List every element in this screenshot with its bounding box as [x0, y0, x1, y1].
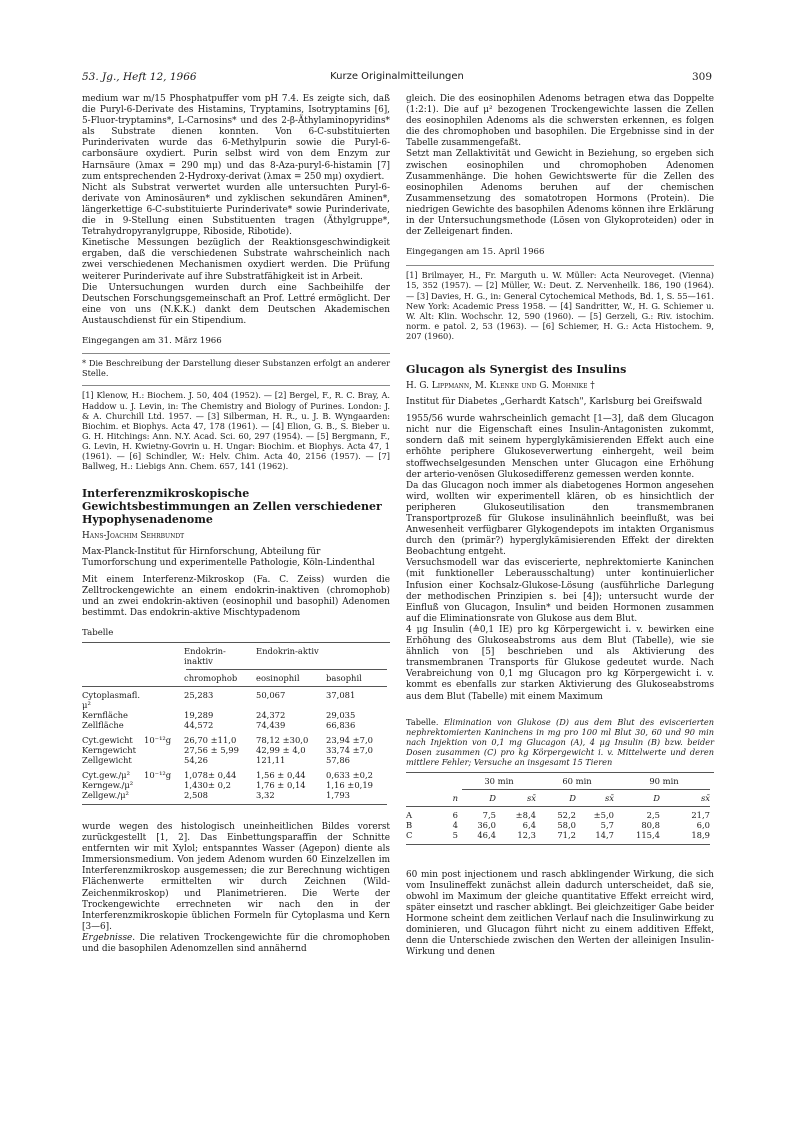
table-cell: 18,9	[691, 829, 710, 840]
table-cell: 58,0	[557, 819, 576, 830]
table-cell: 36,0	[477, 819, 496, 830]
table-cell	[144, 690, 184, 710]
table-cell: 0,633 ±0,2	[326, 769, 373, 780]
table-cell: 1,16 ±0,19	[326, 779, 373, 790]
page-number: 309	[691, 71, 712, 83]
table-cell: ±8,4	[515, 809, 536, 820]
table-row	[82, 745, 390, 755]
table-cell: B	[406, 819, 413, 830]
paragraph: gleich. Die des eosinophilen Adenoms betragen etwa das Doppelte (1:2:1). Die auf μ² bezogenen Trockengewichte lassen die Zellen des eosinophilen Adenoms als die schwersten erkennen, es folgen die des chromophoben und basophilen. Die Ergebnisse sind in der Tabelle zusammengefaßt.	[406, 94, 714, 149]
header-n: n	[452, 792, 458, 803]
header-s: sx̄	[604, 792, 614, 803]
paragraph	[82, 933, 390, 955]
table-cell: 1,078± 0,44	[184, 769, 237, 780]
table-cell: 1,56 ± 0,44	[256, 769, 306, 780]
paragraph: 60 min post injectionem und rasch abklingender Wirkung, die sich vom Insulineffekt zunächst allein dadurch unterscheidet, daß sie, obwohl im Maximum der gleiche quantitative Effekt erreicht wird, später einsetzt und rascher abklingt. Bei gleichzeitiger Gabe beider Hormone scheint dem zeitlichen Verlauf nach die Insulinwirkung zu dominieren, und Glucagon führt nicht zu einem additiven Effekt, denn die Unterschiede zwischen den Werten der alleinigen Insulin-Wirkung und denen	[406, 869, 714, 958]
table-cell: 2,508	[184, 789, 208, 800]
table-cell: Cytoplasmafl. μ²	[82, 689, 141, 710]
table-cell: 66,836	[326, 719, 356, 730]
table-cell: Kerngew./μ²	[82, 779, 134, 790]
table-cell: 6,0	[696, 819, 710, 830]
table-cell: 1,430± 0,2	[184, 779, 231, 790]
table-cell: 14,7	[595, 829, 614, 840]
table-cell: 71,2	[557, 829, 576, 840]
table-cell: 1,76 ± 0,14	[256, 779, 306, 790]
table-cell	[144, 755, 184, 765]
table-cell: 23,94 ±7,0	[326, 734, 373, 745]
header-30min: 30 min	[484, 775, 514, 786]
table-row	[82, 790, 390, 800]
table-rule	[82, 642, 390, 643]
table-row	[406, 810, 714, 820]
paragraph: Mit einem Interferenz-Mikroskop (Fa. C. Zeiss) wurden die Zelltrockengewichte an einem endokrin-inaktiven (chromophob) und an zwei endokrin-aktiven (eosinophil und basophil) Adenomen bestimmt. Das endokrin-aktive Mischtypadenom	[82, 574, 390, 618]
table-cell: 3,32	[256, 789, 275, 800]
table-cell: Zellgewicht	[82, 754, 132, 765]
table-cell: 2,5	[646, 809, 660, 820]
table-cell: 12,3	[517, 829, 536, 840]
paragraph: Die Untersuchungen wurden durch eine Sachbeihilfe der Deutschen Forschungsgemeinschaft an Prof. Lettré ermöglicht. Der eine von uns (N.K.K.) dankt dem Deutschen Akademischen Austauschdienst für ein Stipendium.	[82, 282, 390, 326]
table-cell: 46,4	[477, 829, 496, 840]
paragraph: Kinetische Messungen bezüglich der Reaktionsgeschwindigkeit ergaben, daß die verschiedenen Substrate wahrscheinlich nach zwei verschiedenen Mechanismen oxydiert werden. Die Prüfung weiterer Purinderivate auf ihre Substratfähigkeit ist in Arbeit.	[82, 238, 390, 282]
table-row	[82, 690, 390, 710]
results-lead: Ergebnisse.	[82, 932, 136, 943]
institute: Max-Planck-Institut für Hirnforschung, Abteilung für Tumorforschung und experimentelle Pathologie, Köln-Lindenthal	[82, 547, 375, 569]
table-row	[406, 820, 714, 830]
table-cell: 24,372	[256, 709, 286, 720]
header-d: D	[489, 792, 496, 803]
table-row	[82, 770, 390, 780]
table-cell: 26,70 ±11,0	[184, 734, 237, 745]
table-cell: 27,56 ± 5,99	[184, 744, 239, 755]
table-caption	[406, 717, 714, 767]
table-cell	[144, 745, 184, 755]
header-active: Endokrin-aktiv	[256, 645, 319, 656]
header-chromophob: chromophob	[184, 672, 238, 683]
results-text: Die relativen Trockengewichte für die chromophoben und die basophilen Adenomzellen sind annähernd	[82, 932, 390, 954]
paragraph: Setzt man Zellaktivität und Gewicht in Beziehung, so ergeben sich zwischen eosinophilen und chromophoben Adenomen Zusammenhänge. Die hohen Gewichtswerte für die Zellen des eosinophilen Adenoms beruhen auf der chemischen Zusammensetzung des somatotropen Hormons (Protein). Die niedrigen Gewichte des basophilen Adenoms können ihre Erklärung in der Untersuchungsmethode (Lösen von Glykoproteiden) oder in der Zelleigenart finden.	[406, 149, 714, 238]
references: [1] Klenow, H.: Biochem. J. 50, 404 (1952). — [2] Bergel, F., R. C. Bray, A. Haddow u. J. Levin, in: The Chemistry and Biology of Purines. London: J. & A. Churchill Ltd. 1957. — [3] Silberman, H. R., u. J. B. Wyngaarden: Biochim. et Biophys. Acta 47, 178 (1961). — [4] Elion, G. B., S. Bieber u. G. H. Hitchings: Ann. N.Y. Acad. Sci. 60, 297 (1954). — [5] Bergmann, F., G. Levin, H. Kwietny-Govrin u. H. Ungar: Biochim. et Biophys. Acta 47, 1 (1961). — [6] Schindler, W.: Helv. Chim. Acta 40, 2156 (1957). — [7] Ballweg, H.: Liebigs Ann. Chem. 657, 141 (1962).	[82, 385, 390, 471]
table-cell: 7,5	[482, 809, 496, 820]
table-cell: 25,283	[184, 689, 214, 700]
received-date: Eingegangen am 31. März 1966	[82, 335, 222, 346]
glucose-table	[406, 776, 714, 848]
table-cell: Kerngewicht	[82, 744, 136, 755]
article-title: Interferenzmikroskopische Gewichtsbestimmungen an Zellen verschiedener Hypophysenadenome	[82, 487, 382, 527]
table-row	[406, 830, 714, 840]
paragraph: Versuchsmodell war das eviscerierte, nephrektomierte Kaninchen (mit funktioneller Leberausschaltung) unter kontinuierlicher Infusion einer Kochsalz-Glukose-Lösung (ausführliche Darlegung der methodischen Prinzipien s. bei [4]); untersucht wurde der Einfluß von Glucagon, Insulin* und beiden Hormonen zusammen auf die Eliminationsrate von Glukose aus dem Blut.	[406, 558, 714, 624]
table-cell: 5	[452, 829, 458, 840]
table-label: Tabelle	[82, 627, 114, 638]
weights-table	[82, 646, 390, 808]
article-title: Glucagon als Synergist des Insulins	[406, 362, 627, 376]
table-cell: 42,99 ± 4,0	[256, 744, 306, 755]
table-cell: 10⁻¹²g	[144, 734, 172, 745]
header-d: D	[569, 792, 576, 803]
table-cell: 50,067	[256, 689, 286, 700]
table-cell: 54,26	[184, 754, 208, 765]
table-cell: 29,035	[326, 709, 356, 720]
paragraph: wurde wegen des histologisch uneinheitlichen Bildes vorerst zurückgestellt [1, 2]. Das Einbettungsparaffin der Schnitte entfernten wir mit Xylol; entspanntes Wasser (Agepon) diente als Immersionsmedium. Von jedem Adenom wurden 60 Einzelzellen im Interferenzmikroskop ausgemessen; die zur Berechnung wichtigen Flächenwerte ermittelten wir durch Zeichnen (Wild-Zeichenmikroskop) und Planimetrieren. Die Werte der Trockengewichte errechneten wir nach den in der Interferenzmikroskopie üblichen Formeln für Cytoplasma und Kern [3—6].	[82, 821, 390, 932]
references: [1] Brilmayer, H., Fr. Marguth u. W. Müller: Acta Neuroveget. (Vienna) 15, 352 (1957). — [2] Müller, W.: Deut. Z. Nervenheilk. 186, 190 (1964). — [3] Davies, H. G., in: General Cytochemical Methods, Bd. 1, S. 55—161. New York: Academic Press 1958. — [4] Sandritter, W., H. G. Schiemer u. W. Alt: Klin. Wochschr. 12, 590 (1960). — [5] Gerzeli, G.: Riv. istochim. norm. e patol. 2, 53 (1963). — [6] Schiemer, H. G.: Acta Histochem. 9, 207 (1960).	[406, 265, 714, 341]
table-cell: 37,081	[326, 689, 356, 700]
table-row	[82, 755, 390, 765]
table-cell: 57,86	[326, 754, 350, 765]
table-cell: Zellfläche	[82, 719, 124, 730]
table-cell: Cyt.gewicht	[82, 734, 133, 745]
header-basophil: basophil	[326, 672, 362, 683]
received-date: Eingegangen am 15. April 1966	[406, 247, 545, 258]
table-cell: 80,8	[641, 819, 660, 830]
table-cell: 33,74 ±7,0	[326, 744, 373, 755]
table-cell: 6,4	[522, 819, 536, 830]
caption-text: Elimination von Glukose (D) aus dem Blut des eviscerierten nephrektomierten Kaninchens in mg pro 100 ml Blut 30, 60 und 90 min nach Injektion von 0,1 mg Glucagon (A), 4 μg Insulin (B) bzw. beider Dosen zusammen (C) pro kg Körpergewicht i. v. Mittelwerte und deren mittlere Fehler; Versuche an insgesamt 15 Tieren	[406, 716, 714, 767]
header-60min: 60 min	[562, 775, 592, 786]
table-cell	[144, 780, 184, 790]
table-cell: 21,7	[691, 809, 710, 820]
table-cell: Zellgew./μ²	[82, 789, 129, 800]
table-cell	[144, 720, 184, 730]
table-cell: C	[406, 829, 413, 840]
journal-issue: 53. Jg., Heft 12, 1966	[82, 71, 197, 83]
table-cell: A	[406, 809, 413, 820]
footnote: * Die Beschreibung der Darstellung dieser Substanzen erfolgt an anderer Stelle.	[82, 353, 390, 378]
caption-lead: Tabelle.	[406, 716, 439, 727]
table-cell: 5,7	[600, 819, 614, 830]
right-column	[406, 94, 714, 958]
table-cell: Kernfläche	[82, 709, 129, 720]
section-title: Kurze Originalmitteilungen	[330, 71, 464, 82]
table-cell: 44,572	[184, 719, 214, 730]
table-cell: 74,439	[256, 719, 286, 730]
header-eosinophil: eosinophil	[256, 672, 300, 683]
header-d: D	[653, 792, 660, 803]
header-s: sx̄	[700, 792, 710, 803]
institute: Institut für Diabetes „Gerhardt Katsch", Karlsburg bei Greifswald	[406, 397, 703, 408]
table-cell: 6	[452, 809, 458, 820]
table-cell: 4	[452, 819, 458, 830]
header-inactive: Endokrin-inaktiv	[184, 645, 226, 666]
table-cell: 1,793	[326, 789, 350, 800]
table-cell: ±5,0	[593, 809, 614, 820]
table-cell: 19,289	[184, 709, 214, 720]
header-90min: 90 min	[649, 775, 679, 786]
table-cell: 78,12 ±30,0	[256, 734, 309, 745]
table-row	[82, 735, 390, 745]
table-cell: 10⁻¹²g	[144, 769, 172, 780]
article-authors: H. G. Lippmann, M. Klenke und G. Mohnike †	[406, 380, 595, 391]
paragraph: Nicht als Substrat verwertet wurden alle untersuchten Puryl-6-derivate von Aminosäuren* und zyklischen sekundären Aminen*, längerkettige 6-C-substituierte Purinderivate* sowie Purinderivate, die in 9-Stellung einen Substituenten tragen (Äthylgruppe*, Tetrahydropyranylgruppe, Riboside, Ribotide).	[82, 182, 390, 238]
table-cell	[144, 710, 184, 720]
table-row	[82, 720, 390, 730]
paragraph: 4 μg Insulin (≙0,1 IE) pro kg Körpergewicht i. v. bewirken eine Erhöhung des Glukoseabstroms aus dem Blut (Tabelle), wie sie ähnlich von [5] beschrieben und als Aktivierung des transmembranen Transports für Glukose gedeutet wurde. Nach Verabreichung von 0,1 mg Glucagon pro kg Körpergewicht i. v. kommt es ebenfalls zur starken Aktivierung des Glukoseabstroms aus dem Blut (Tabelle) mit einem Maximum	[406, 624, 714, 702]
table-row	[82, 710, 390, 720]
table-cell: 121,11	[256, 754, 286, 765]
header-s: sx̄	[526, 792, 536, 803]
left-column	[82, 94, 390, 955]
article-author: Hans-Joachim Sehrbundt	[82, 531, 185, 542]
table-cell: 115,4	[636, 829, 660, 840]
table-row	[82, 780, 390, 790]
paragraph: 1955/56 wurde wahrscheinlich gemacht [1—3], daß dem Glucagon nicht nur die Eigenschaft eines Insulin-Antagonisten zukommt, sondern daß mit seinem hyperglykämisierenden Effekt auch eine erhöhte periphere Glukoseverwertung einhergeht, weil beim stoffwechselgesunden Menschen unter Glucagon eine Erhöhung der arterio-venösen Glukosedifferenz gemessen werden konnte.	[406, 414, 714, 480]
table-cell: 52,2	[557, 809, 576, 820]
paragraph: medium war m/15 Phosphatpuffer vom pH 7.4. Es zeigte sich, daß die Puryl-6-Derivate des Histamins, Tryptamins, Isotryptamins [6], 5-Fluor-tryptamins*, L-Carnosins* und des 2-β-Äthylaminopyridins* als Substrate dienen konnten. Von 6-C-substituierten Purinderivaten wurde das 6-Methylpurin sowie die Puryl-6-carbonsäure oxydiert. Purin selbst wird von dem Enzym zur Harnsäure (λmax = 290 mμ) und das 8-Aza-puryl-6-histamin [7] zum entsprechenden 2-Hydroxy-derivat (λmax = 250 mμ) oxydiert.	[82, 94, 390, 182]
paragraph: Da das Glucagon noch immer als diabetogenes Hormon angesehen wird, wollten wir experimentell klären, ob es hinsichtlich der peripheren Glukoseutilisation den transmembranen Transportprozeß für Glukose insulinähnlich beeinflußt, was bei Anwesenheit verfügbarer Glykogendepots im intakten Organismus durch den (primär?) hyperglykämisierenden Effekt der direkten Beobachtung entgeht.	[406, 480, 714, 558]
table-cell	[144, 790, 184, 800]
table-cell: Cyt.gew./μ²	[82, 769, 130, 780]
